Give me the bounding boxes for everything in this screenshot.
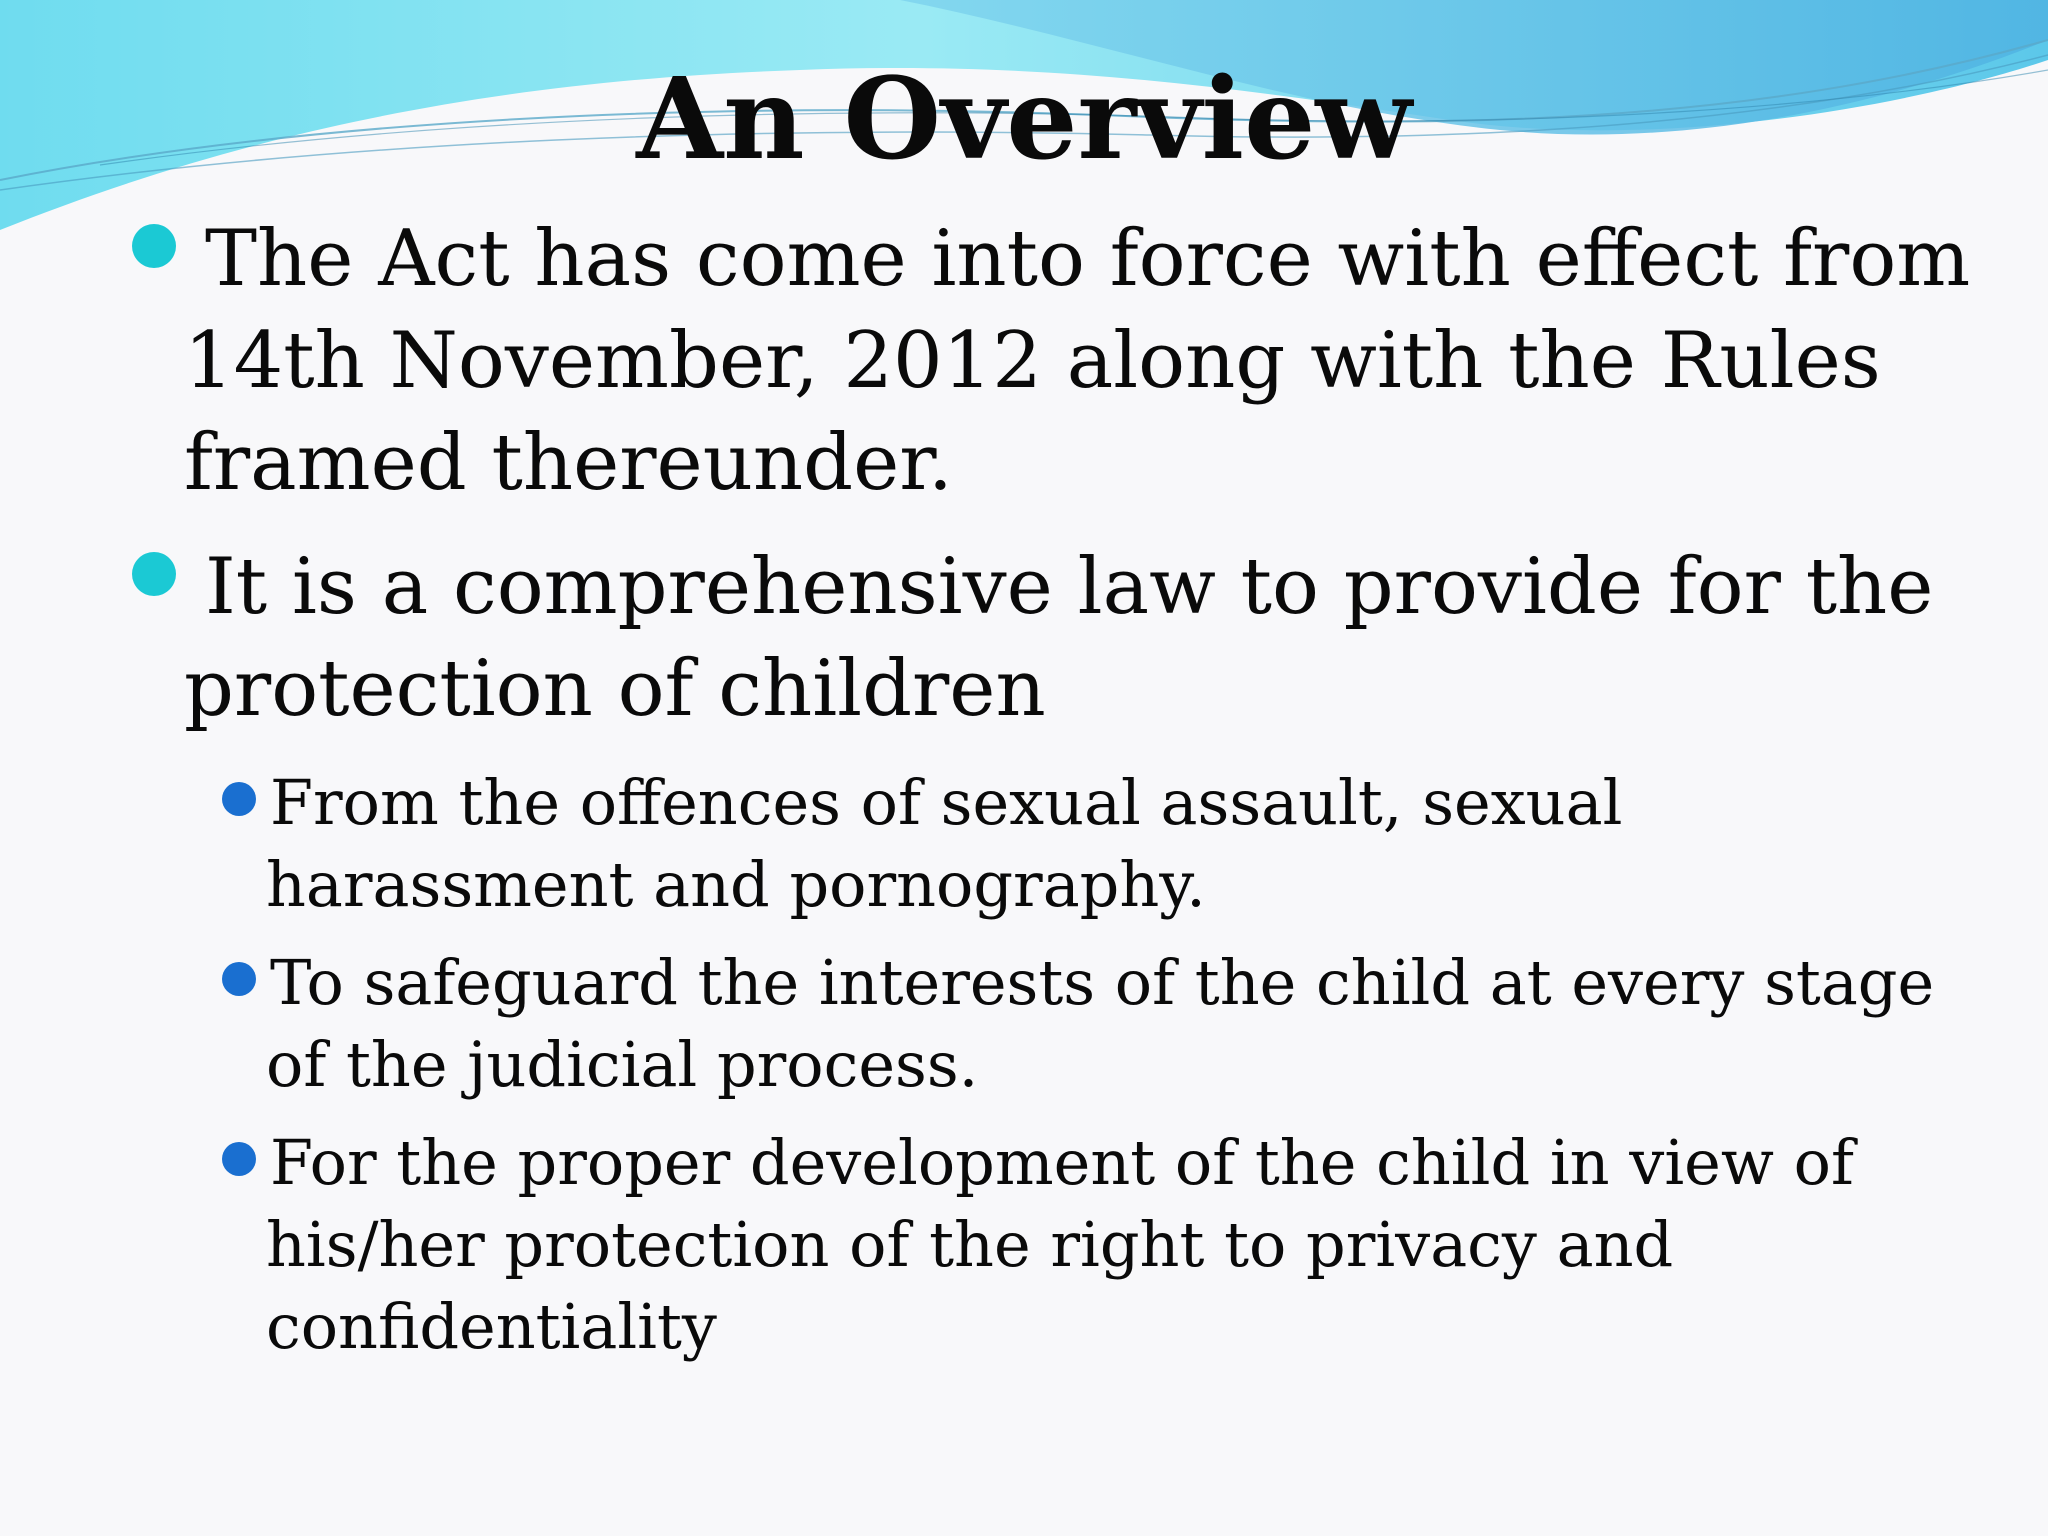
sub-bullet-text: For the proper development of the child in view of his/her protection of the right to privacy and confidentiality	[266, 1126, 1854, 1363]
bullet-item-2	[120, 536, 1980, 740]
sub-bullet-item-3	[212, 1122, 1980, 1368]
slide-title: An Overview	[636, 54, 1412, 185]
sub-bullet-dot-icon	[222, 782, 256, 816]
bullet-text: The Act has come into force with effect from 14th November, 2012 along with the Rules framed thereunder.	[184, 214, 1971, 508]
bullet-list	[120, 208, 1980, 1384]
bullet-text: It is a comprehensive law to provide for the protection of children	[184, 542, 1934, 734]
bullet-dot-icon	[132, 552, 176, 596]
sub-bullet-list	[120, 762, 1980, 1368]
sub-bullet-text: From the offences of sexual assault, sexual harassment and pornography.	[266, 766, 1623, 921]
sub-bullet-item-2	[212, 942, 1980, 1106]
bullet-item-1	[120, 208, 1980, 514]
sub-bullet-item-1	[212, 762, 1980, 926]
bullet-dot-icon	[132, 224, 176, 268]
sub-bullet-dot-icon	[222, 962, 256, 996]
sub-bullet-dot-icon	[222, 1142, 256, 1176]
sub-bullet-text: To safeguard the interests of the child at every stage of the judicial process.	[266, 946, 1935, 1101]
